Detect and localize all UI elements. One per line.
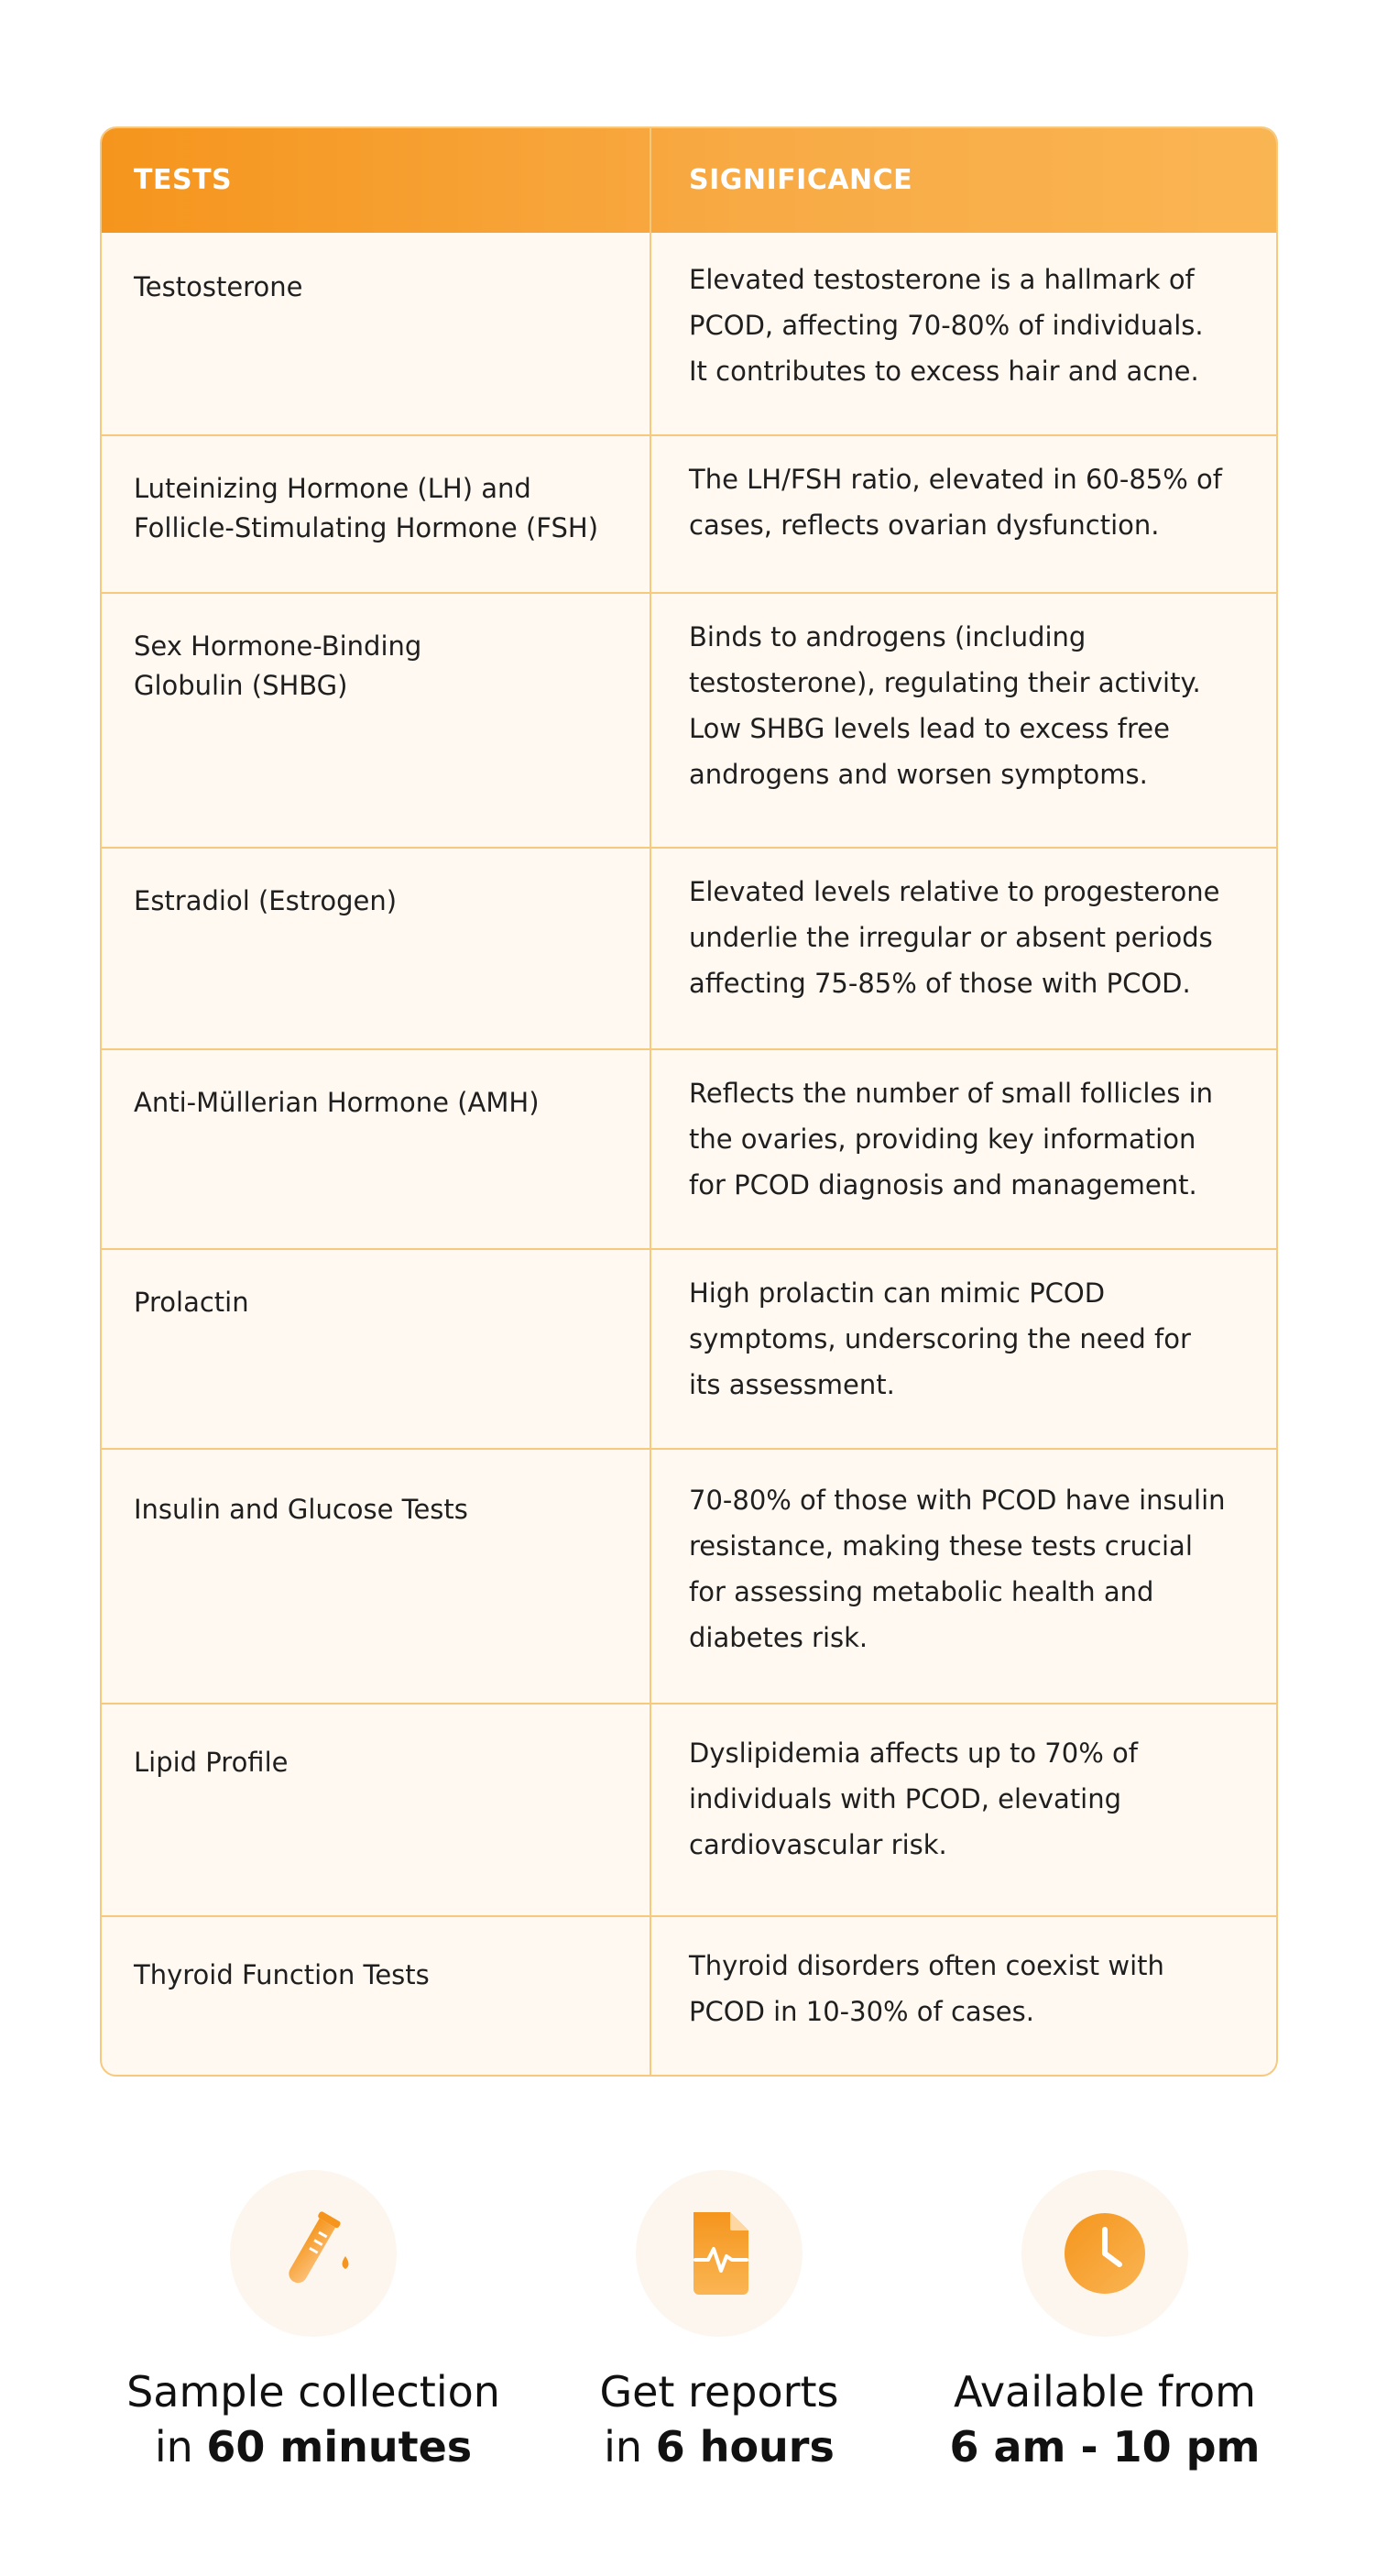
test-significance: Dyslipidemia affects up to 70% of individuals with PCOD, elevating cardiovascular risk.	[689, 1737, 1138, 1860]
table-row	[102, 1915, 1276, 2077]
clock-icon	[1021, 2170, 1188, 2337]
table-row	[102, 847, 1276, 1048]
test-significance: High prolactin can mimic PCOD symptoms, underscoring the need for its assessment.	[689, 1277, 1191, 1400]
test-significance: Reflects the number of small follicles in the ovaries, providing key information for PCOD diagnosis and management.	[689, 1078, 1214, 1200]
feature-line1: Sample collection	[126, 2367, 500, 2417]
feature-line2-prefix: in	[154, 2422, 207, 2472]
report-icon	[636, 2170, 803, 2337]
test-name: Prolactin	[134, 1287, 249, 1318]
feature-line1: Available from	[954, 2367, 1256, 2417]
table-row	[102, 1248, 1276, 1448]
test-significance: Elevated testosterone is a hallmark of PCOD, affecting 70-80% of individuals. It contributes to excess hair and acne.	[689, 264, 1204, 387]
feature-line2-bold: 6 am - 10 pm	[949, 2422, 1261, 2472]
test-tube-icon	[230, 2170, 397, 2337]
feature-line1: Get reports	[599, 2367, 839, 2417]
feature-availability	[903, 2170, 1306, 2474]
tests-table	[100, 126, 1278, 2077]
feature-reports	[518, 2170, 921, 2474]
test-name: Lipid Profile	[134, 1747, 289, 1778]
table-row	[102, 1048, 1276, 1248]
test-name: Anti-Müllerian Hormone (AMH)	[134, 1087, 540, 1118]
table-row	[102, 592, 1276, 847]
test-significance: 70-80% of those with PCOD have insulin resistance, making these tests crucial for assessing metabolic health and diabetes risk.	[689, 1485, 1226, 1653]
feature-line2-bold: 6 hours	[655, 2422, 835, 2472]
table-row	[102, 434, 1276, 592]
test-name: Sex Hormone-Binding Globulin (SHBG)	[134, 630, 422, 701]
table-row	[102, 1448, 1276, 1703]
table-row	[102, 1703, 1276, 1915]
column-divider	[650, 128, 651, 2075]
table-header	[102, 128, 1276, 233]
header-significance: SIGNIFICANCE	[689, 164, 913, 196]
test-name: Testosterone	[134, 271, 303, 302]
feature-sample-collection	[112, 2170, 515, 2474]
feature-line2-bold: 60 minutes	[206, 2422, 473, 2472]
test-significance: Thyroid disorders often coexist with PCOD in 10-30% of cases.	[689, 1950, 1164, 2027]
table-row	[102, 233, 1276, 434]
test-name: Thyroid Function Tests	[134, 1959, 430, 1990]
header-tests: TESTS	[134, 164, 233, 196]
test-name: Luteinizing Hormone (LH) and Follicle-Stimulating Hormone (FSH)	[134, 473, 599, 543]
feature-line2-prefix: in	[604, 2422, 656, 2472]
test-significance: Elevated levels relative to progesterone underlie the irregular or absent periods affecting 75-85% of those with PCOD.	[689, 876, 1220, 999]
test-significance: Binds to androgens (including testosterone), regulating their activity. Low SHBG levels lead to excess free androgens and worsen symptoms.	[689, 621, 1201, 790]
test-name: Insulin and Glucose Tests	[134, 1494, 468, 1525]
test-significance: The LH/FSH ratio, elevated in 60-85% of cases, reflects ovarian dysfunction.	[689, 464, 1222, 541]
test-name: Estradiol (Estrogen)	[134, 885, 398, 916]
